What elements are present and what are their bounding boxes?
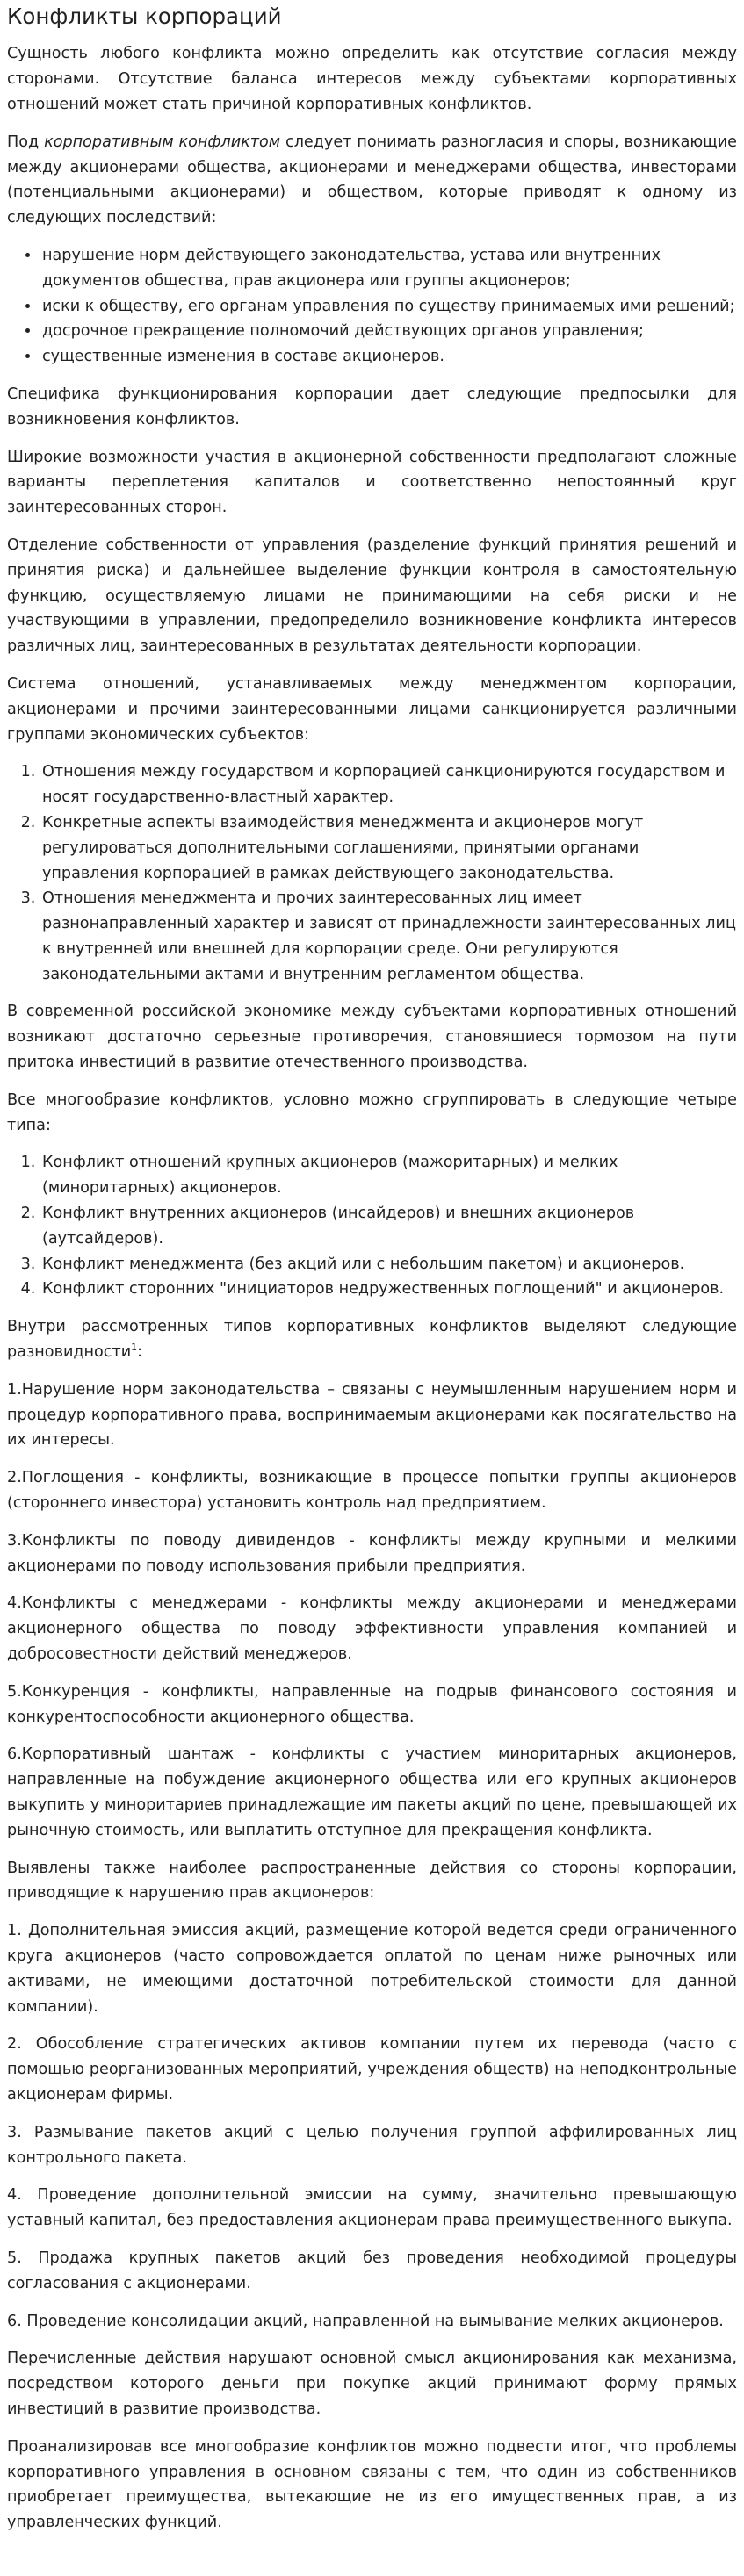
footnote-marker: 1 [131, 1342, 138, 1354]
action-item: 3. Размывание пакетов акций с целью получения группой аффилированных лиц контрольного пакета. [7, 2123, 737, 2167]
paragraph-wide-opportunities: Широкие возможности участия в акционерной собственности предполагают сложные варианты переплетения капиталов и соответственно непостоянный круг заинтересованных сторон. [7, 448, 737, 517]
within-types-colon: : [137, 1343, 143, 1362]
definition-term: корпоративным конфликтом [44, 133, 281, 151]
list-item: 2. Конкретные аспекты взаимодействия менеджмента и акционеров могут регулироваться дополнительными соглашениями, принятыми органами управления корпорацией в рамках действующего законодательства. [40, 810, 737, 886]
paragraph-essence: Сущность любого конфликта можно определить как отсутствие согласия между сторонами. Отсутствие баланса интересов между субъектами корпоративных отношений может стать причиной корпоративных конфликтов. [7, 45, 737, 113]
list-item: 2. Конфликт внутренних акционеров (инсайдеров) и внешних акционеров (аутсайдеров). [40, 1201, 737, 1252]
page-title: Конфликты корпораций [7, 4, 282, 29]
paragraph-conclusion: Проанализировав все многообразие конфликтов можно подвести итог, что проблемы корпоративного управления в основном связаны с тем, что один из собственников приобретает преимущества, вытекающие не из его имущественных прав, а из управленческих функций. [7, 2437, 737, 2532]
list-item: 3. Отношения менеджмента и прочих заинтересованных лиц имеет разнонаправленный характер и зависят от принадлежности заинтересованных лиц к внутренней или внешней для корпорации среде. Они регулируются законодательными актами и внутренним регламентом общества. [40, 886, 737, 987]
variety-item: 2.Поглощения - конфликты, возникающие в процессе попытки группы акционеров (стороннего инвестора) установить контроль над предприятием. [7, 1469, 737, 1513]
variety-item: 5.Конкуренция - конфликты, направленные на подрыв финансового состояния и конкурентоспособности акционерного общества. [7, 1682, 737, 1726]
list-item: • иски к обществу, его органам управления по существу принимаемых ими решений; [40, 294, 737, 320]
paragraph-separation: Отделение собственности от управления (разделение функций принятия решений и принятия риска) и дальнейшее выделение функции контроля в самостоятельную функцию, осуществляемую лицами не принимающими на себя риски и не участвующими в управлении, предопределило возникновение конфликта интересов различных лиц, заинтересованных в результатах деятельности корпорации. [7, 536, 737, 656]
paragraph-relations-system: Система отношений, устанавливаемых между менеджментом корпорации, акционерами и прочими заинтересованными лицами санкционируется различными группами экономических субъектов: [7, 674, 737, 744]
list-item: • досрочное прекращение полномочий действующих органов управления; [40, 319, 737, 344]
relations-list [7, 759, 737, 987]
list-item: 1. Конфликт отношений крупных акционеров (мажоритарных) и мелких (миноритарных) акционеров. [40, 1150, 737, 1201]
definition-body: следует понимать разногласия и споры, возникающие между акционерами общества, акционерами и менеджерами общества, инвесторами (потенциальными акционерами) и обществом, которые приводят к одному из следующих последствий: [7, 133, 737, 227]
paragraph-russian-economy: В современной российской экономике между субъектами корпоративных отношений возникают достаточно серьезные противоречия, становящиеся тормозом на пути притока инвестиций в развитие отечественного производства. [7, 1003, 737, 1072]
variety-item: 4.Конфликты с менеджерами - конфликты между акционерами и менеджерами акционерного общества по поводу эффективности управления компанией и добросовестности действий менеджеров. [7, 1594, 737, 1664]
paragraph-variety: Все многообразие конфликтов, условно можно сгруппировать в следующие четыре типа: [7, 1090, 737, 1134]
action-item: 4. Проведение дополнительной эмиссии на сумму, значительно превышающую уставный капитал, без предоставления акционерам права преимущественного выкупа. [7, 2186, 737, 2230]
list-item: • существенные изменения в составе акционеров. [40, 344, 737, 370]
action-item: 1. Дополнительная эмиссия акций, размещение которой ведется среди ограниченного круга акционеров (часто сопровождается оплатой по ценам ниже рыночных или активами, не имеющими достаточной потребительской стоимости для данной компании). [7, 1922, 737, 2016]
variety-item: 1.Нарушение норм законодательства – связаны с неумышленным нарушением норм и процедур корпоративного права, воспринимаемым акционерами как посягательство на их интересы. [7, 1380, 737, 1450]
paragraph-specifics: Специфика функционирования корпорации дает следующие предпосылки для возникновения конфликтов. [7, 385, 737, 428]
paragraph-definition [7, 130, 737, 231]
list-item: • нарушение норм действующего законодательства, устава или внутренних документов общества, прав акционера или группы акционеров; [40, 243, 737, 294]
within-types-text: Внутри рассмотренных типов корпоративных конфликтов выделяют следующие разновидности [7, 1318, 737, 1362]
consequences-list [7, 243, 737, 370]
list-item: 4. Конфликт сторонних "инициаторов недружественных поглощений" и акционеров. [40, 1277, 737, 1302]
paragraph-listed-actions: Перечисленные действия нарушают основной смысл акционирования как механизма, посредством которого деньги при покупке акций принимают форму прямых инвестиций в развитие производства. [7, 2349, 737, 2418]
conflict-types-list [7, 1150, 737, 1302]
definition-lead: Под [7, 133, 45, 151]
paragraph-actions: Выявлены также наиболее распространенные действия со стороны корпорации, приводящие к нарушению прав акционеров: [7, 1859, 737, 1903]
list-item: 3. Конфликт менеджмента (без акций или с небольшим пакетом) и акционеров. [40, 1252, 737, 1277]
action-item: 2. Обособление стратегических активов компании путем их перевода (часто с помощью реорганизованных мероприятий, учреждения обществ) на неподконтрольные акционерам фирмы. [7, 2035, 737, 2104]
variety-item: 3.Конфликты по поводу дивидендов - конфликты между крупными и мелкими акционерами по поводу использования прибыли предприятия. [7, 1531, 737, 1575]
variety-item: 6.Корпоративный шантаж - конфликты с участием миноритарных акционеров, направленные на побуждение акционерного общества или его крупных акционеров выкупить у миноритариев принадлежащие им пакеты акций по цене, превышающей их рыночную стоимость, или выплатить отступное для прекращения конфликта. [7, 1745, 737, 1839]
action-item: 6. Проведение консолидации акций, направленной на вымывание мелких акционеров. [7, 2312, 724, 2330]
list-item: 1. Отношения между государством и корпорацией санкционируются государством и носят государственно-властный характер. [40, 759, 737, 810]
action-item: 5. Продажа крупных пакетов акций без проведения необходимой процедуры согласования с акционерами. [7, 2249, 737, 2292]
paragraph-within-types [7, 1314, 737, 1365]
